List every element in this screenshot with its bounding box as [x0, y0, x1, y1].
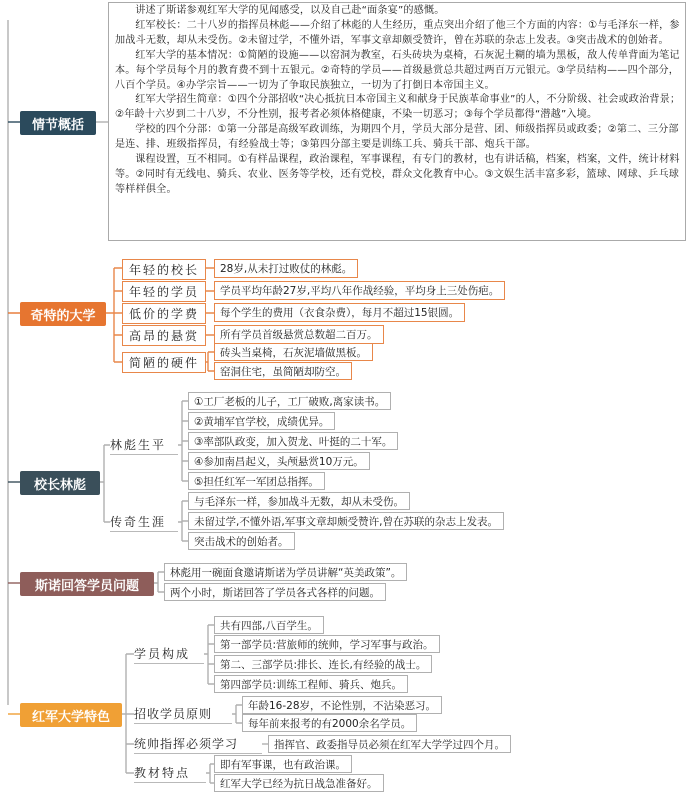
category-principal-lin-biao: 校长林彪 [20, 471, 100, 495]
leaf-item: 林彪用一碗面食邀请斯诺为学员讲解“英美政策”。 [164, 563, 407, 581]
sub-young-students: 年轻的学员 [122, 281, 206, 302]
summary-paragraph: 讲述了斯诺参观红军大学的见闻感受，以及自己赴“面条宴”的感慨。 [135, 5, 445, 16]
leaf-item: ②黄埔军官学校，成绩优异。 [188, 412, 335, 430]
sub-textbook-features: 教材特点 [134, 762, 206, 783]
sub-student-composition: 学员构成 [134, 643, 204, 664]
sub-lin-biao-life: 林彪生平 [110, 434, 178, 455]
sub-recruitment-principles: 招收学员原则 [134, 703, 232, 724]
leaf-item: 即有军事课，也有政治课。 [214, 755, 352, 773]
summary-paragraph: 学校的四个分部：①第一分部是高级军政训练，为期四个月，学员大部分是营、团、师级指挥员或政委；②第二、三分部是连、排、班级指挥员，有经验战士等；③第四分部主要是训练工兵、骑兵干部、炮兵干部。 [115, 124, 679, 151]
leaf-item: 年龄16-28岁，不论性别，不沾染恶习。 [242, 696, 442, 714]
leaf-item: 未留过学,不懂外语,军事文章却颇受赞许,曾在苏联的杂志上发表。 [188, 512, 504, 530]
leaf-item: ⑤担任红军一军团总指挥。 [188, 472, 325, 490]
sub-legendary-career: 传奇生涯 [110, 511, 178, 532]
leaf-item: 所有学员首级悬赏总数超二百万。 [214, 325, 384, 344]
leaf-item: 每个学生的费用（衣食杂费），每月不超过15银圆。 [214, 303, 465, 322]
leaf-item: 窑洞住宅，虽简陋却防空。 [214, 362, 352, 380]
category-plot-summary: 情节概括 [20, 111, 96, 135]
leaf-item: 第二、三部学员:排长、连长,有经验的战士。 [214, 655, 432, 673]
leaf-item: 红军大学已经为抗日战急准备好。 [214, 774, 384, 792]
summary-paragraph: 红军大学的基本情况：①简陋的设施——以窑洞为教室，石头砖块为桌椅，石灰泥土糊的墙为黑板，敌人传单背面为笔记本。每个学员每个月的教育费不到十五银元。②奇特的学员——首级悬赏总共超过两百万元银元。③学员结构——四个部分，八百个学员。④办学宗旨——一切为了争取民族独立，一切为了打倒日本帝国主义。 [115, 49, 680, 91]
category-strange-university: 奇特的大学 [20, 302, 106, 326]
sub-young-principal: 年轻的校长 [122, 259, 206, 280]
leaf-item: 突击战术的创始者。 [188, 532, 295, 550]
leaf-item: 学员平均年龄27岁,平均八年作战经验，平均身上三处伤疤。 [214, 281, 505, 300]
category-university-features: 红军大学特色 [20, 703, 122, 727]
leaf-item: 第四部学员:训练工程师、骑兵、炮兵。 [214, 675, 408, 693]
category-snow-answers: 斯诺回答学员问题 [20, 572, 154, 596]
leaf-item: ③率部队政变，加入贺龙、叶挺的二十军。 [188, 432, 398, 450]
sub-commanders-must-study: 统帅指挥必须学习 [134, 733, 262, 754]
summary-paragraph: 红军大学招生简章：①四个分部招收“决心抵抗日本帝国主义和献身于民族革命事业”的人，不分阶级、社会或政治背景；②年龄十六岁到二十八岁，不分性别，报考者必须体格健康，不染一切恶习；③每个学员都得“潜越”入境。 [115, 94, 681, 121]
leaf-item: ①工厂老板的儿子，工厂破败,离家读书。 [188, 392, 391, 410]
leaf-item: 与毛泽东一样，参加战斗无数，却从未受伤。 [188, 492, 410, 510]
leaf-item: 砖头当桌椅，石灰泥墙做黑板。 [214, 343, 373, 361]
sub-low-tuition: 低价的学费 [122, 303, 206, 324]
plot-summary-text [108, 2, 686, 241]
leaf-item: ④参加南昌起义，头颅悬赏10万元。 [188, 452, 370, 470]
sub-high-bounty: 高昂的悬赏 [122, 325, 206, 346]
leaf-item: 共有四部,八百学生。 [214, 616, 324, 634]
leaf-item: 每年前来报考的有2000余名学员。 [242, 714, 417, 732]
leaf-item: 第一部学员:营旅师的统帅，学习军事与政治。 [214, 635, 440, 653]
leaf-item: 指挥官、政委指导员必须在红军大学学过四个月。 [268, 735, 511, 753]
sub-simple-facilities: 简陋的硬件 [122, 352, 206, 373]
leaf-item: 28岁,从未打过败仗的林彪。 [214, 259, 358, 278]
summary-paragraph: 红军校长：二十八岁的指挥员林彪——介绍了林彪的人生经历，重点突出介绍了他三个方面的内容：①与毛泽东一样，参加战斗无数，却从未受伤。②未留过学，不懂外语，军事文章却颇受赞许，曾在苏联的杂志上发表。③突击战术的创始者。 [115, 19, 680, 46]
summary-paragraph: 课程设置，互不相同。①有样品课程，政治课程，军事课程，有专门的教材，也有讲话稿，档案，档案，文件，统计材料等。②同时有无线电、骑兵、农业、医务等学校，还有党校，群众文化教育中心。③文娱生活丰富多彩，篮球、网球、乒乓球等样样俱全。 [115, 154, 680, 195]
leaf-item: 两个小时，斯诺回答了学员各式各样的问题。 [164, 583, 386, 601]
